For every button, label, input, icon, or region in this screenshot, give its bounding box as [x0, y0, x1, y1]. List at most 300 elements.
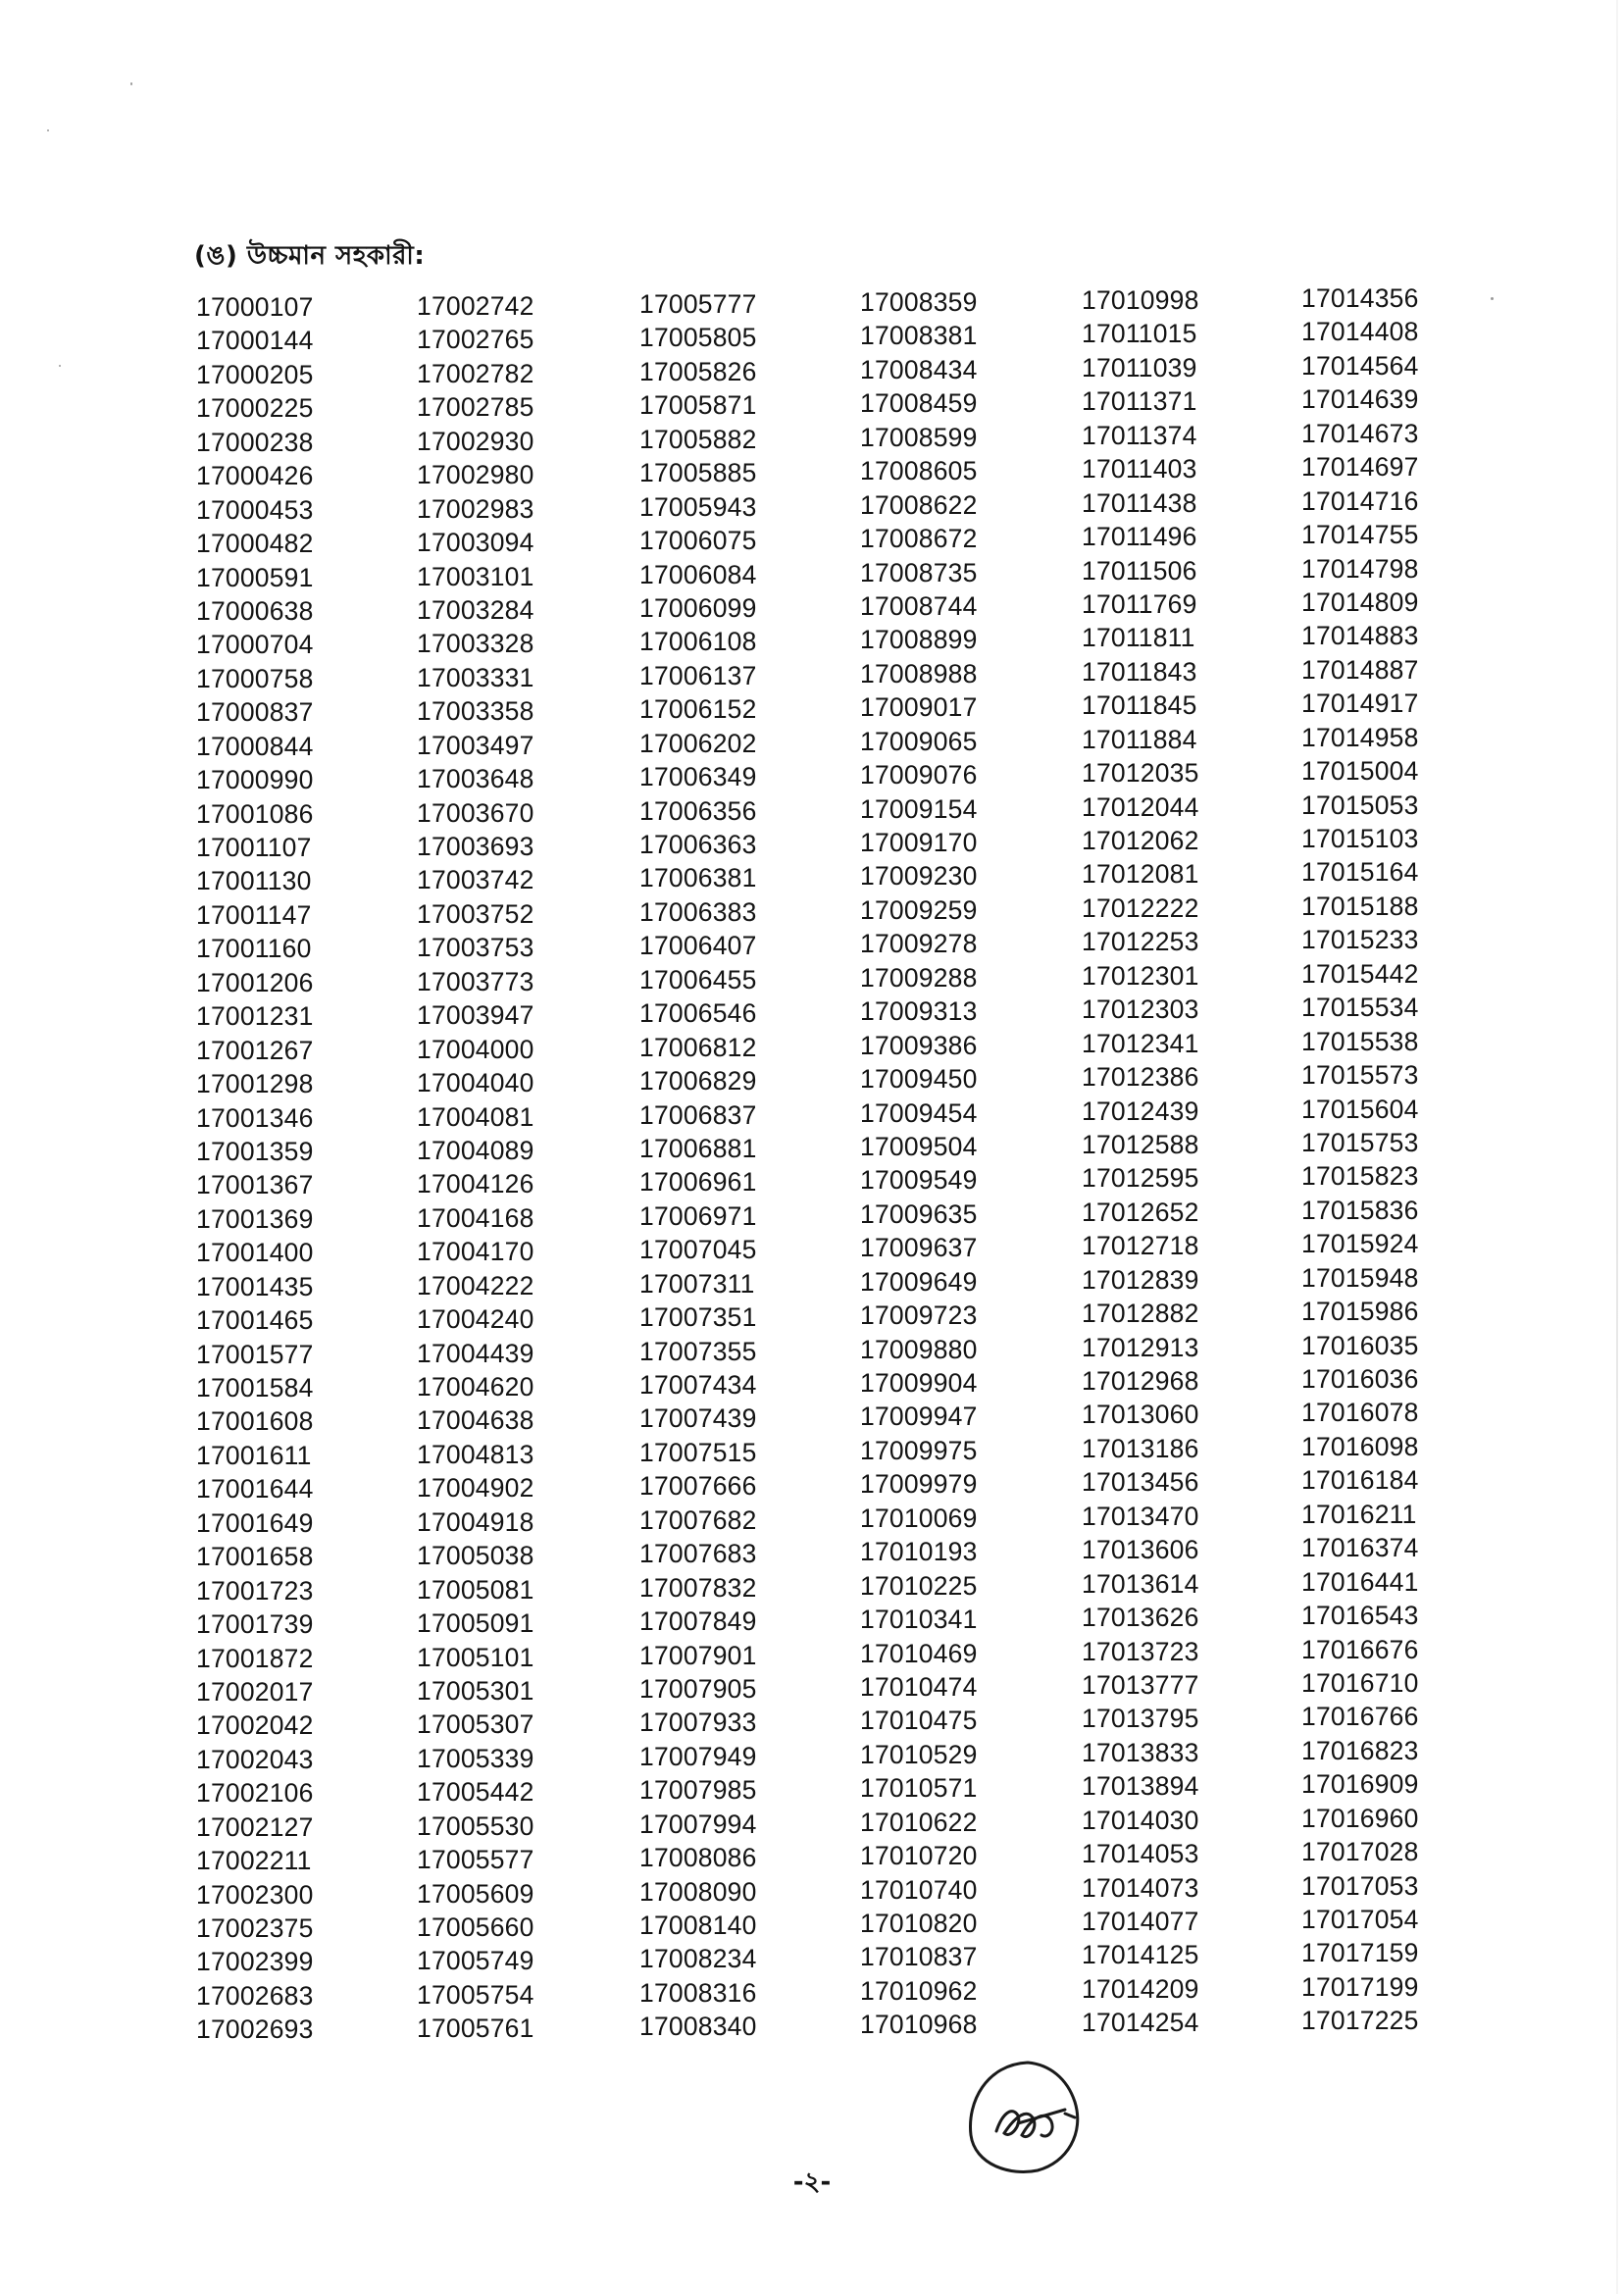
roll-number: 17002983	[417, 493, 534, 524]
roll-number: 17009635	[860, 1198, 978, 1229]
roll-number: 17002782	[417, 358, 534, 388]
roll-number: 17016374	[1301, 1533, 1419, 1563]
roll-number: 17007515	[639, 1437, 757, 1467]
roll-number: 17010529	[860, 1739, 978, 1769]
roll-number: 17005885	[639, 458, 757, 488]
roll-number: 17017225	[1301, 2006, 1419, 2036]
roll-number: 17008086	[639, 1843, 757, 1873]
roll-number: 17015836	[1301, 1195, 1419, 1225]
roll-number: 17007683	[639, 1539, 757, 1569]
roll-number: 17005943	[639, 491, 757, 522]
roll-number: 17000482	[196, 529, 314, 559]
roll-number: 17007434	[639, 1370, 757, 1400]
roll-number: 17008340	[639, 2012, 757, 2042]
roll-number: 17004813	[417, 1439, 534, 1469]
roll-number: 17005339	[417, 1743, 534, 1773]
roll-number: 17014030	[1082, 1805, 1199, 1835]
roll-number: 17017054	[1301, 1905, 1419, 1934]
roll-number: 17009975	[860, 1435, 978, 1465]
roll-number: 17015103	[1301, 824, 1419, 853]
roll-number: 17012839	[1082, 1264, 1199, 1295]
roll-number: 17016543	[1301, 1601, 1419, 1631]
roll-number: 17007901	[639, 1640, 757, 1670]
roll-number-column-5	[1082, 283, 1278, 2040]
roll-number: 17012222	[1082, 892, 1199, 923]
roll-number-column-3	[639, 287, 836, 2044]
roll-number: 17004439	[417, 1338, 534, 1368]
roll-number: 17015004	[1301, 756, 1419, 787]
roll-number: 17005577	[417, 1845, 534, 1875]
roll-number: 17001872	[196, 1643, 314, 1673]
roll-number: 17001435	[196, 1271, 314, 1301]
roll-number: 17016960	[1301, 1803, 1419, 1833]
roll-number: 17016823	[1301, 1735, 1419, 1765]
roll-number: 17002375	[196, 1913, 314, 1943]
roll-number: 17011403	[1082, 454, 1197, 484]
roll-number: 17005871	[639, 390, 757, 421]
roll-number: 17009065	[860, 726, 978, 756]
roll-number: 17007355	[639, 1336, 757, 1366]
roll-number: 17011039	[1082, 352, 1197, 382]
roll-number: 17001160	[196, 934, 312, 964]
roll-number: 17005826	[639, 356, 757, 386]
roll-number: 17002042	[196, 1710, 314, 1741]
roll-number: 17001584	[196, 1373, 314, 1402]
roll-number: 17004902	[417, 1473, 534, 1504]
roll-number: 17012595	[1082, 1163, 1199, 1194]
roll-number: 17009504	[860, 1131, 978, 1161]
roll-number: 17002683	[196, 1980, 314, 2011]
roll-number: 17001739	[196, 1609, 314, 1640]
roll-number: 17014697	[1301, 452, 1419, 483]
roll-number: 17009230	[860, 861, 978, 892]
roll-number: 17012253	[1082, 927, 1199, 957]
roll-number: 17013626	[1082, 1603, 1199, 1633]
roll-number: 17011845	[1082, 690, 1197, 721]
roll-number: 17015924	[1301, 1229, 1419, 1259]
roll-number: 17016035	[1301, 1330, 1419, 1360]
roll-number-column-4	[860, 285, 1056, 2042]
roll-number: 17006383	[639, 896, 757, 927]
roll-number: 17012588	[1082, 1129, 1199, 1159]
roll-number: 17004040	[417, 1068, 534, 1098]
roll-number: 17008140	[639, 1911, 757, 1940]
roll-number: 17001231	[196, 1001, 314, 1032]
roll-number: 17008090	[639, 1876, 757, 1907]
roll-number: 17001608	[196, 1406, 314, 1437]
roll-number: 17000837	[196, 697, 314, 728]
roll-number: 17002930	[417, 426, 534, 456]
roll-number: 17004240	[417, 1304, 534, 1335]
roll-number: 17006961	[639, 1167, 757, 1198]
roll-number: 17017028	[1301, 1837, 1419, 1867]
roll-number: 17017199	[1301, 1971, 1419, 2002]
roll-number: 17003693	[417, 832, 534, 861]
roll-number: 17006152	[639, 694, 757, 725]
roll-number: 17014755	[1301, 520, 1419, 550]
roll-number: 17009386	[860, 1030, 978, 1060]
roll-number: 17009313	[860, 996, 978, 1027]
roll-number: 17005530	[417, 1810, 534, 1841]
roll-number: 17014254	[1082, 2008, 1199, 2038]
roll-number: 17014209	[1082, 1973, 1199, 2004]
roll-number: 17000638	[196, 595, 314, 626]
roll-number: 17016078	[1301, 1398, 1419, 1428]
roll-number: 17006202	[639, 728, 757, 758]
roll-number: 17001147	[196, 899, 312, 930]
roll-number: 17014077	[1082, 1907, 1199, 1936]
roll-number: 17011884	[1082, 724, 1197, 754]
roll-number: 17014809	[1301, 586, 1419, 617]
roll-number: 17014716	[1301, 485, 1419, 516]
roll-number: 17009154	[860, 793, 978, 824]
roll-number: 17005777	[639, 289, 757, 319]
roll-number: 17012439	[1082, 1096, 1199, 1126]
roll-number: 17000144	[196, 326, 314, 356]
roll-number: 17000238	[196, 427, 314, 457]
roll-number: 17012386	[1082, 1062, 1199, 1093]
roll-number: 17007832	[639, 1572, 757, 1603]
roll-number: 17017053	[1301, 1870, 1419, 1901]
roll-number: 17001658	[196, 1542, 314, 1572]
roll-number: 17002765	[417, 325, 534, 355]
roll-number: 17009454	[860, 1097, 978, 1128]
roll-number: 17003328	[417, 629, 534, 659]
roll-number: 17011843	[1082, 656, 1197, 687]
roll-number: 17014798	[1301, 553, 1419, 584]
roll-number: 17004620	[417, 1372, 534, 1402]
roll-number: 17014125	[1082, 1940, 1199, 1970]
roll-number: 17008434	[860, 354, 978, 384]
roll-number: 17014564	[1301, 350, 1419, 381]
roll-number: 17006137	[639, 660, 757, 690]
roll-number: 17010475	[860, 1706, 978, 1736]
roll-number: 17002106	[196, 1778, 314, 1809]
roll-number: 17009649	[860, 1266, 978, 1297]
roll-number: 17010720	[860, 1841, 978, 1871]
roll-number: 17013833	[1082, 1737, 1199, 1767]
roll-number: 17007439	[639, 1403, 757, 1434]
roll-number: 17005442	[417, 1777, 534, 1808]
roll-number: 17000426	[196, 461, 314, 491]
roll-number: 17008316	[639, 1977, 757, 2008]
roll-number: 17004081	[417, 1101, 534, 1132]
roll-number: 17014356	[1301, 283, 1419, 313]
roll-number: 17000107	[196, 292, 314, 322]
roll-number: 17009259	[860, 894, 978, 925]
roll-number: 17016098	[1301, 1431, 1419, 1461]
roll-number: 17012341	[1082, 1028, 1199, 1058]
roll-number: 17013777	[1082, 1669, 1199, 1700]
roll-number: 17006356	[639, 795, 757, 826]
roll-number: 17016184	[1301, 1465, 1419, 1496]
roll-number: 17010069	[860, 1503, 978, 1533]
roll-number-column-1	[196, 290, 392, 2047]
roll-number: 17005761	[417, 2014, 534, 2044]
roll-number: 17005101	[417, 1642, 534, 1672]
roll-number: 17001577	[196, 1339, 314, 1369]
roll-number: 17011496	[1082, 522, 1197, 552]
roll-number: 17008459	[860, 388, 978, 419]
roll-number: 17013470	[1082, 1501, 1199, 1531]
roll-number: 17003742	[417, 865, 534, 895]
roll-number: 17012718	[1082, 1231, 1199, 1261]
roll-number: 17016036	[1301, 1364, 1419, 1394]
roll-number: 17005091	[417, 1608, 534, 1639]
roll-number: 17007933	[639, 1708, 757, 1738]
roll-number: 17008234	[639, 1944, 757, 1974]
roll-number: 17009017	[860, 692, 978, 723]
section-heading: (ঙ) উচ্চমান সহকারী:	[194, 241, 426, 271]
roll-number: 17002127	[196, 1811, 314, 1842]
roll-number: 17010740	[860, 1874, 978, 1905]
roll-number: 17007045	[639, 1235, 757, 1265]
roll-number: 17006812	[639, 1032, 757, 1062]
roll-number: 17007849	[639, 1606, 757, 1637]
roll-number: 17001369	[196, 1203, 314, 1234]
roll-number: 17005609	[417, 1878, 534, 1909]
roll-number: 17008988	[860, 658, 978, 688]
roll-number: 17011015	[1082, 319, 1197, 349]
roll-number: 17012968	[1082, 1366, 1199, 1396]
roll-number: 17011371	[1082, 386, 1197, 417]
roll-number: 17009904	[860, 1368, 978, 1398]
roll-number: 17003358	[417, 696, 534, 727]
roll-number: 17006971	[639, 1200, 757, 1231]
roll-number: 17013614	[1082, 1568, 1199, 1599]
roll-number: 17003670	[417, 797, 534, 828]
roll-number: 17001298	[196, 1069, 314, 1099]
roll-number: 17009723	[860, 1300, 978, 1331]
roll-number: 17005301	[417, 1675, 534, 1706]
roll-number: 17015573	[1301, 1060, 1419, 1091]
roll-number: 17002300	[196, 1879, 314, 1910]
roll-number: 17001346	[196, 1102, 314, 1133]
roll-number: 17001359	[196, 1136, 314, 1166]
roll-number: 17006837	[639, 1099, 757, 1130]
roll-number: 17008381	[860, 321, 978, 351]
roll-number: 17004170	[417, 1237, 534, 1267]
roll-number: 17010193	[860, 1537, 978, 1567]
roll-number: 17013060	[1082, 1400, 1199, 1430]
roll-number: 17014673	[1301, 418, 1419, 448]
roll-number: 17009979	[860, 1469, 978, 1500]
roll-number: 17001644	[196, 1474, 314, 1504]
roll-number: 17013606	[1082, 1535, 1199, 1565]
roll-number: 17004918	[417, 1506, 534, 1537]
roll-number: 17015053	[1301, 790, 1419, 820]
roll-number: 17008899	[860, 625, 978, 655]
roll-number: 17002785	[417, 392, 534, 423]
roll-number: 17002742	[417, 291, 534, 321]
roll-number-column-6	[1301, 281, 1497, 2038]
roll-number: 17017159	[1301, 1938, 1419, 1968]
roll-number: 17015948	[1301, 1262, 1419, 1293]
roll-number: 17005749	[417, 1946, 534, 1976]
scan-speck	[59, 365, 61, 367]
roll-number: 17012301	[1082, 960, 1199, 991]
roll-number: 17010820	[860, 1909, 978, 1938]
roll-number: 17013723	[1082, 1636, 1199, 1666]
roll-number: 17007682	[639, 1504, 757, 1535]
roll-number: 17015233	[1301, 925, 1419, 955]
roll-number: 17004000	[417, 1034, 534, 1064]
roll-number: 17014887	[1301, 654, 1419, 685]
roll-number: 17001267	[196, 1035, 314, 1065]
roll-number: 17008599	[860, 422, 978, 452]
roll-number: 17000225	[196, 393, 314, 424]
roll-number: 17005307	[417, 1709, 534, 1740]
roll-number: 17012913	[1082, 1332, 1199, 1362]
roll-number: 17009549	[860, 1165, 978, 1196]
roll-number: 17014917	[1301, 688, 1419, 719]
roll-number: 17015538	[1301, 1026, 1419, 1056]
roll-number: 17009880	[860, 1334, 978, 1364]
roll-number: 17015823	[1301, 1161, 1419, 1192]
roll-number: 17002693	[196, 2014, 314, 2045]
scan-speck	[47, 129, 49, 131]
roll-number: 17008359	[860, 287, 978, 317]
roll-number: 17014958	[1301, 722, 1419, 752]
roll-number: 17016211	[1301, 1499, 1417, 1529]
roll-number: 17013456	[1082, 1467, 1199, 1498]
roll-number: 17007985	[639, 1775, 757, 1806]
roll-number: 17001400	[196, 1238, 314, 1268]
roll-number: 17009288	[860, 962, 978, 993]
roll-number: 17007666	[639, 1471, 757, 1502]
roll-number: 17003094	[417, 528, 534, 558]
roll-number: 17003752	[417, 898, 534, 929]
roll-number: 17006381	[639, 863, 757, 893]
roll-number: 17009076	[860, 760, 978, 790]
roll-number: 17010469	[860, 1638, 978, 1668]
roll-number: 17007311	[639, 1268, 755, 1299]
roll-number: 17006881	[639, 1133, 757, 1163]
roll-number: 17006099	[639, 592, 757, 623]
roll-number: 17003648	[417, 764, 534, 794]
roll-number: 17008672	[860, 524, 978, 554]
roll-number: 17005038	[417, 1541, 534, 1571]
roll-number: 17003497	[417, 730, 534, 760]
roll-number: 17001611	[196, 1440, 312, 1470]
roll-number: 17011438	[1082, 487, 1197, 518]
scan-edge-shadow	[1616, 0, 1618, 2294]
roll-number: 17004222	[417, 1270, 534, 1300]
roll-number: 17003947	[417, 1000, 534, 1031]
roll-number: 17001130	[196, 866, 312, 896]
roll-number: 17010998	[1082, 285, 1199, 315]
roll-number: 17005882	[639, 424, 757, 454]
roll-number: 17002980	[417, 460, 534, 490]
roll-number: 17002043	[196, 1744, 314, 1774]
roll-number: 17012652	[1082, 1197, 1199, 1227]
roll-number: 17003331	[417, 662, 534, 692]
roll-number: 17015164	[1301, 857, 1419, 888]
roll-number: 17008605	[860, 456, 978, 486]
roll-number: 17000205	[196, 359, 314, 389]
roll-number: 17014408	[1301, 317, 1419, 347]
roll-number: 17012882	[1082, 1299, 1199, 1329]
roll-number: 17002211	[196, 1846, 312, 1876]
roll-number: 17014639	[1301, 384, 1419, 415]
roll-number: 17007351	[639, 1302, 757, 1333]
roll-number: 17002399	[196, 1947, 314, 1977]
roll-number: 17009278	[860, 929, 978, 959]
roll-number: 17005660	[417, 1912, 534, 1942]
roll-number: 17001723	[196, 1575, 314, 1606]
roll-number: 17008622	[860, 489, 978, 520]
roll-number: 17010837	[860, 1942, 978, 1972]
roll-number: 17012044	[1082, 791, 1199, 822]
roll-number: 17007994	[639, 1809, 757, 1839]
roll-number: 17015753	[1301, 1127, 1419, 1157]
roll-number: 17011374	[1082, 420, 1197, 450]
roll-number: 17001086	[196, 798, 314, 829]
roll-number: 17011769	[1082, 588, 1197, 619]
roll-number: 17003101	[417, 561, 534, 591]
roll-number: 17004168	[417, 1202, 534, 1233]
roll-number: 17004126	[417, 1169, 534, 1199]
roll-number: 17010968	[860, 2010, 978, 2040]
roll-number: 17009947	[860, 1402, 978, 1432]
page-number: -২-	[792, 2167, 832, 2197]
roll-number: 17010622	[860, 1807, 978, 1837]
roll-number: 17008735	[860, 557, 978, 587]
roll-number: 17014053	[1082, 1839, 1199, 1869]
roll-number: 17010571	[860, 1773, 978, 1804]
roll-number: 17012303	[1082, 994, 1199, 1025]
roll-number: 17000758	[196, 663, 314, 693]
roll-number: 17001649	[196, 1507, 314, 1538]
roll-number: 17005805	[639, 323, 757, 353]
roll-number: 17006363	[639, 830, 757, 859]
roll-number: 17006108	[639, 627, 757, 657]
roll-number: 17004089	[417, 1135, 534, 1165]
roll-number: 17001465	[196, 1305, 314, 1336]
roll-number: 17006407	[639, 931, 757, 961]
roll-number: 17011811	[1082, 623, 1195, 653]
roll-number: 17013894	[1082, 1771, 1199, 1802]
roll-number: 17003753	[417, 933, 534, 963]
roll-number: 17001367	[196, 1170, 314, 1200]
roll-number: 17016766	[1301, 1702, 1419, 1732]
roll-number: 17012035	[1082, 758, 1199, 789]
roll-number: 17004638	[417, 1405, 534, 1436]
roll-number-grid	[196, 284, 1481, 2060]
roll-number: 17003773	[417, 966, 534, 996]
roll-number: 17001206	[196, 967, 314, 997]
roll-number: 17011506	[1082, 555, 1197, 586]
roll-number: 17006075	[639, 526, 757, 556]
roll-number: 17005754	[417, 1979, 534, 2010]
roll-number: 17006546	[639, 998, 757, 1029]
roll-number: 17016676	[1301, 1634, 1419, 1664]
roll-number: 17015534	[1301, 993, 1419, 1023]
roll-number: 17006829	[639, 1066, 757, 1096]
scan-speck	[130, 82, 132, 85]
roll-number: 17007949	[639, 1741, 757, 1771]
roll-number: 17010474	[860, 1671, 978, 1702]
roll-number: 17014883	[1301, 621, 1419, 651]
roll-number: 17000990	[196, 765, 314, 795]
roll-number: 17009170	[860, 828, 978, 857]
roll-number: 17000844	[196, 731, 314, 761]
roll-number: 17015986	[1301, 1297, 1419, 1327]
roll-number: 17007905	[639, 1673, 757, 1704]
roll-number: 17000453	[196, 494, 314, 525]
roll-number: 17012081	[1082, 859, 1199, 890]
roll-number: 17015188	[1301, 891, 1419, 921]
